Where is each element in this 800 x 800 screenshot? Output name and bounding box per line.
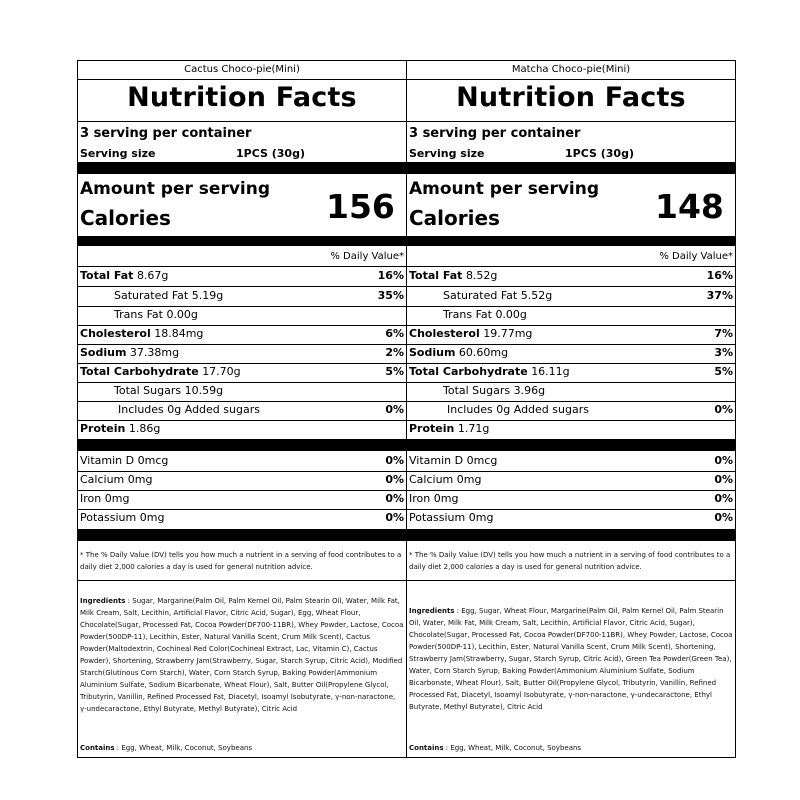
nutrient-row-protein	[78, 420, 406, 439]
nutrient-amount: 3.96g	[513, 384, 546, 397]
nutrient-dv: 5%	[714, 365, 733, 378]
nutrient-dv: 7%	[714, 327, 733, 340]
nutrient-row-sodium	[407, 344, 735, 364]
vitamin-name: Potassium	[409, 511, 466, 524]
calories-value: 156	[326, 187, 395, 226]
daily-value-header: % Daily Value*	[659, 251, 733, 262]
nutrient-row-added-sugars	[407, 401, 735, 421]
ingredients	[409, 605, 733, 713]
serving-size-label: Serving size	[80, 147, 156, 160]
nutrient-row-total-carbohydrate	[78, 363, 406, 383]
ingredients	[80, 595, 404, 715]
thick-divider	[78, 439, 406, 451]
vitamin-row-vitamin-d	[407, 452, 735, 472]
daily-value-footnote: * The % Daily Value (DV) tells you how much a nutrient in a serving of food contributes to a daily diet 2,000 calories a day is used for general nutrition advice.	[409, 551, 731, 571]
thick-divider	[78, 529, 406, 541]
nutrient-row-saturated-fat	[78, 287, 406, 307]
amount-per-serving: Amount per serving	[409, 179, 600, 199]
servings-per-container: 3 serving per container	[80, 126, 252, 141]
vitamin-dv: 0%	[385, 473, 404, 486]
nutrient-amount: 17.70g	[202, 365, 241, 378]
nutrient-amount: 8.52g	[465, 269, 498, 282]
vitamin-row-iron	[78, 490, 406, 510]
product-name: Matcha Choco-pie(Mini)	[407, 61, 735, 80]
vitamin-name: Vitamin D	[409, 454, 464, 467]
vitamin-amount: 0mg	[127, 473, 153, 486]
vitamin-row-iron	[407, 490, 735, 510]
nutrient-name: Total Fat	[80, 269, 134, 282]
nutrient-dv: 16%	[706, 269, 733, 282]
nutrient-dv: 37%	[706, 289, 733, 302]
nutrient-dv: 16%	[377, 269, 404, 282]
vitamin-row-potassium	[407, 509, 735, 528]
nutrient-row-total-sugars	[407, 382, 735, 402]
nutrient-amount: 1.86g	[128, 422, 161, 435]
vitamin-row-calcium	[407, 471, 735, 491]
nutrient-row-total-fat	[407, 267, 735, 287]
nutrient-name: Trans Fat	[114, 308, 163, 321]
vitamin-name: Iron	[409, 492, 431, 505]
nutrient-name: Saturated Fat	[114, 289, 189, 302]
thick-divider	[78, 236, 406, 246]
ingredients-label: Ingredients	[80, 597, 126, 605]
nutrient-row-total-carbohydrate	[407, 363, 735, 383]
nutrient-amount: 5.19g	[191, 289, 224, 302]
nutrient-name: Total Sugars	[114, 384, 182, 397]
nutrition-label-matcha	[406, 60, 736, 758]
nutrient-amount: 37.38mg	[129, 346, 180, 359]
vitamin-name: Calcium	[80, 473, 125, 486]
contains-label: Contains	[80, 744, 115, 752]
nutrient-name: Total Carbohydrate	[80, 365, 199, 378]
nutrient-row-cholesterol	[407, 325, 735, 345]
serving-size-label: Serving size	[409, 147, 485, 160]
nutrient-row-sodium	[78, 344, 406, 364]
allergens	[80, 742, 404, 754]
nutrient-name: Cholesterol	[80, 327, 151, 340]
vitamin-amount: 0mg	[104, 492, 130, 505]
nutrient-dv: 5%	[385, 365, 404, 378]
divider	[78, 580, 406, 581]
nutrient-dv: 2%	[385, 346, 404, 359]
nutrient-row-total-fat	[78, 267, 406, 287]
calories-value: 148	[655, 187, 724, 226]
nutrient-amount: 18.84mg	[154, 327, 204, 340]
thick-divider	[78, 162, 406, 174]
vitamin-row-vitamin-d	[78, 452, 406, 472]
thick-divider	[407, 529, 735, 541]
nutrient-row-cholesterol	[78, 325, 406, 345]
vitamin-row-potassium	[78, 509, 406, 528]
vitamin-amount: 0mcg	[466, 454, 498, 467]
calories-label: Calories	[409, 206, 500, 230]
vitamin-name: Vitamin D	[80, 454, 135, 467]
nutrient-name: Sodium	[409, 346, 456, 359]
serving-size-value: 1PCS (30g)	[236, 147, 305, 160]
vitamin-dv: 0%	[385, 511, 404, 524]
nutrient-dv: 0%	[385, 403, 404, 416]
vitamin-name: Calcium	[409, 473, 454, 486]
nutrient-dv: 6%	[385, 327, 404, 340]
vitamin-amount: 0mg	[468, 511, 494, 524]
nutrient-name: Cholesterol	[409, 327, 480, 340]
nutrient-amount: 8.67g	[136, 269, 169, 282]
allergens	[409, 742, 733, 754]
divider	[407, 121, 735, 122]
nutrient-dv: 0%	[714, 403, 733, 416]
nutrition-facts-title: Nutrition Facts	[127, 82, 357, 113]
nutrient-amount: 5.52g	[520, 289, 553, 302]
nutrient-amount: 60.60mg	[458, 346, 509, 359]
vitamin-name: Iron	[80, 492, 102, 505]
nutrient-name: Saturated Fat	[443, 289, 518, 302]
vitamin-amount: 0mcg	[137, 454, 169, 467]
contains-text: : Egg, Wheat, Milk, Coconut, Soybeans	[443, 744, 582, 752]
nutrient-row-saturated-fat	[407, 287, 735, 307]
nutrition-facts-title: Nutrition Facts	[456, 82, 686, 113]
vitamin-amount: 0mg	[456, 473, 482, 486]
amount-per-serving: Amount per serving	[80, 179, 271, 199]
nutrient-name: Total Fat	[409, 269, 463, 282]
nutrient-row-protein	[407, 420, 735, 439]
vitamin-name: Potassium	[80, 511, 137, 524]
nutrient-name: Trans Fat	[443, 308, 492, 321]
nutrient-name: Includes 0g Added sugars	[447, 403, 589, 416]
contains-text: : Egg, Wheat, Milk, Coconut, Soybeans	[114, 744, 253, 752]
nutrient-name: Total Sugars	[443, 384, 511, 397]
vitamin-dv: 0%	[714, 511, 733, 524]
ingredients-text: : Sugar, Margarine(Palm Oil, Palm Kernel Oil, Palm Stearin Oil, Water, Milk Fat, Milk Cream, Salt, Lecithin, Artificial Flavor, Citric Acid, Sugar), Egg, Wheat Flour, Chocolate(Sugar, Processed Fat, Cocoa Powder(DF700-11BR), Whey Powder, Lactose, Cocoa Powder(500DP-11), Lecithin, Ester, Natural Vanilla Scent, Crum Milk Scent), Cactus Powder(Maltodextrin, Cochineal Red Color(Cochineal Extract, Lac, Vitamin C), Cactus Powder), Shortening, Strawberry Jam(Strawberry, Sugar, Starch Syrup, Citric Acid), Modified Starch(Glutinous Corn Starch), Water, Corn Starch Syrup, Baking Powder(Ammonium Aluminium Sulfate, Sodium Bicarbonate, Wheat Flour), Salt, Butter Oil(Propylene Glycol, Tributyrin, Vanillin, Refined Processed Fat, Diacetyl, Isoamyl Isobutyrate, γ-non-naractone, γ-undecaractone, Ethyl Butyrate, Methyl Butyrate), Citric Acid	[80, 597, 404, 713]
nutrient-row-added-sugars	[78, 401, 406, 421]
vitamin-dv: 0%	[385, 454, 404, 467]
vitamin-amount: 0mg	[139, 511, 165, 524]
nutrition-label-cactus	[77, 60, 407, 758]
thick-divider	[407, 236, 735, 246]
vitamin-dv: 0%	[714, 454, 733, 467]
product-name: Cactus Choco-pie(Mini)	[78, 61, 406, 80]
thick-divider	[407, 162, 735, 174]
nutrient-amount: 16.11g	[531, 365, 570, 378]
nutrient-name: Protein	[409, 422, 455, 435]
nutrient-amount: 19.77mg	[483, 327, 533, 340]
nutrient-amount: 0.00g	[166, 308, 198, 321]
daily-value-footnote: * The % Daily Value (DV) tells you how much a nutrient in a serving of food contributes to a daily diet 2,000 calories a day is used for general nutrition advice.	[80, 551, 402, 571]
ingredients-label: Ingredients	[409, 607, 455, 615]
vitamin-dv: 0%	[714, 492, 733, 505]
nutrient-row-total-sugars	[78, 382, 406, 402]
nutrient-name: Includes 0g Added sugars	[118, 403, 260, 416]
vitamin-dv: 0%	[714, 473, 733, 486]
serving-size-value: 1PCS (30g)	[565, 147, 634, 160]
divider	[407, 580, 735, 581]
vitamin-row-calcium	[78, 471, 406, 491]
nutrient-name: Protein	[80, 422, 126, 435]
thick-divider	[407, 439, 735, 451]
divider	[78, 121, 406, 122]
vitamin-amount: 0mg	[433, 492, 459, 505]
nutrient-name: Total Carbohydrate	[409, 365, 528, 378]
daily-value-header: % Daily Value*	[330, 251, 404, 262]
nutrient-amount: 10.59g	[184, 384, 224, 397]
servings-per-container: 3 serving per container	[409, 126, 581, 141]
contains-label: Contains	[409, 744, 444, 752]
nutrient-amount: 0.00g	[495, 308, 527, 321]
nutrient-dv: 35%	[377, 289, 404, 302]
ingredients-text: : Egg, Sugar, Wheat Flour, Margarine(Palm Oil, Palm Kernel Oil, Palm Stearin Oil, Water, Milk Fat, Milk Cream, Salt, Lecithin, Artificial Flavor, Citric Acid, Sugar), Chocolate(Sugar, Processed Fat, Cocoa Powder(DF700-11BR), Whey Powder, Lactose, Cocoa Powder(500DP-11), Lecithin, Ester, Natural Vanilla Scent, Crum Milk Scent), Shortening, Strawberry Jam(Strawberry, Sugar, Starch Syrup, Citric Acid), Green Tea Powder(Green Tea), Water, Corn Starch Syrup, Baking Powder(Ammonium Aluminium Sulfate, Sodium Bicarbonate, Wheat Flour), Salt, Butter Oil(Propylene Glycol, Tributyrin, Vanillin, Refined Processed Fat, Diacetyl, Isoamyl Isobutyrate, γ-non-naractone, γ-undecaractone, Ethyl Butyrate, Methyl Butyrate), Citric Acid	[409, 607, 733, 711]
nutrient-row-trans-fat	[78, 306, 406, 326]
nutrient-row-trans-fat	[407, 306, 735, 326]
calories-label: Calories	[80, 206, 171, 230]
nutrient-amount: 1.71g	[457, 422, 490, 435]
nutrient-dv: 3%	[714, 346, 733, 359]
nutrient-name: Sodium	[80, 346, 127, 359]
vitamin-dv: 0%	[385, 492, 404, 505]
